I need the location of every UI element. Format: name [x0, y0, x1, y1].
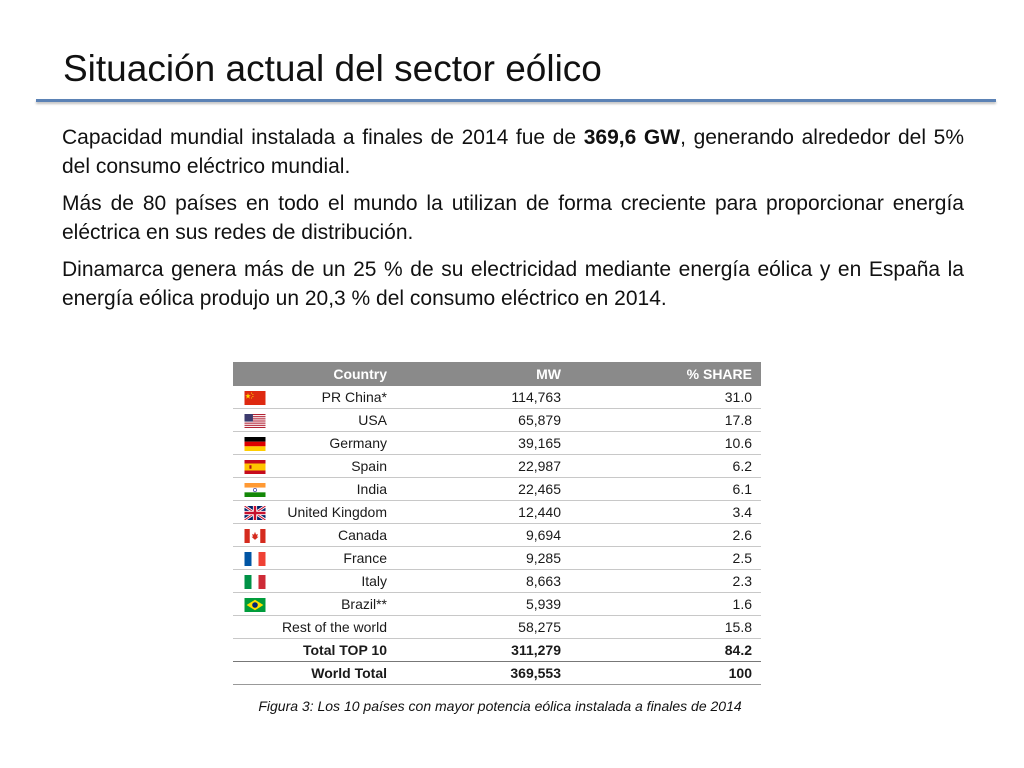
spain-flag-icon	[244, 460, 266, 474]
table-row	[233, 616, 761, 639]
country-name: Canada	[277, 524, 391, 547]
share-value: 15.8	[565, 616, 761, 639]
table-row	[233, 432, 761, 455]
italy-flag-icon	[244, 575, 266, 589]
country-name: Germany	[277, 432, 391, 455]
china-flag-icon	[244, 391, 266, 405]
brazil-flag-icon	[244, 598, 266, 612]
share-value: 6.2	[565, 455, 761, 478]
mw-value: 22,987	[391, 455, 565, 478]
slide-title: Situación actual del sector eólico	[63, 48, 602, 89]
total-mw: 369,553	[391, 662, 565, 685]
table-row	[233, 547, 761, 570]
title-underline	[36, 99, 996, 102]
paragraph-capacity: Capacidad mundial instalada a finales de 2014 fue de 369,6 GW, generando alrededor del 5% del consumo eléctrico mundial.	[62, 126, 965, 178]
total-share: 100	[565, 662, 761, 685]
share-value: 3.4	[565, 501, 761, 524]
mw-value: 39,165	[391, 432, 565, 455]
figure-caption: Figura 3: Los 10 países con mayor potencia eólica instalada a finales de 2014	[258, 698, 742, 714]
total-label: World Total	[277, 662, 391, 685]
table-row	[233, 455, 761, 478]
wind-capacity-table	[233, 362, 761, 685]
highlight-capacity: 369,6 GW	[583, 126, 681, 149]
share-value: 31.0	[565, 386, 761, 409]
table-row	[233, 501, 761, 524]
mw-value: 114,763	[391, 386, 565, 409]
share-value: 2.3	[565, 570, 761, 593]
share-value: 2.5	[565, 547, 761, 570]
mw-value: 9,285	[391, 547, 565, 570]
header-flag-cell	[233, 362, 277, 386]
table-header-row	[233, 362, 761, 386]
mw-value: 5,939	[391, 593, 565, 616]
share-value: 17.8	[565, 409, 761, 432]
table-row	[233, 478, 761, 501]
share-value: 6.1	[565, 478, 761, 501]
country-name: United Kingdom	[277, 501, 391, 524]
paragraph-denmark-spain: Dinamarca genera más de un 25 % de su electricidad mediante energía eólica y en España la energía eólica produjo un 20,3 % del consumo eléctrico en 2014.	[62, 258, 964, 310]
paragraph-countries: Más de 80 países en todo el mundo la utilizan de forma creciente para proporcionar energía eléctrica en sus redes de distribución.	[62, 192, 964, 244]
france-flag-icon	[244, 552, 266, 566]
mw-value: 8,663	[391, 570, 565, 593]
share-value: 2.6	[565, 524, 761, 547]
india-flag-icon	[244, 483, 266, 497]
mw-value: 22,465	[391, 478, 565, 501]
country-name: India	[277, 478, 391, 501]
country-name: Spain	[277, 455, 391, 478]
table-row	[233, 570, 761, 593]
table-row	[233, 593, 761, 616]
mw-value: 58,275	[391, 616, 565, 639]
country-name: Rest of the world	[277, 616, 391, 639]
body-text	[62, 124, 964, 322]
table-row	[233, 386, 761, 409]
total-share: 84.2	[565, 639, 761, 662]
uk-flag-icon	[244, 506, 266, 520]
country-name: France	[277, 547, 391, 570]
country-name: USA	[277, 409, 391, 432]
canada-flag-icon	[244, 529, 266, 543]
header-country: Country	[277, 362, 391, 386]
world-total-row	[233, 662, 761, 685]
header-share: % SHARE	[565, 362, 761, 386]
country-name: PR China*	[277, 386, 391, 409]
header-mw: MW	[391, 362, 565, 386]
mw-value: 9,694	[391, 524, 565, 547]
mw-value: 12,440	[391, 501, 565, 524]
country-name: Brazil**	[277, 593, 391, 616]
usa-flag-icon	[244, 414, 266, 428]
share-value: 1.6	[565, 593, 761, 616]
country-name: Italy	[277, 570, 391, 593]
total-mw: 311,279	[391, 639, 565, 662]
total-top10-row	[233, 639, 761, 662]
mw-value: 65,879	[391, 409, 565, 432]
share-value: 10.6	[565, 432, 761, 455]
table-row	[233, 524, 761, 547]
table-row	[233, 409, 761, 432]
total-label: Total TOP 10	[277, 639, 391, 662]
germany-flag-icon	[244, 437, 266, 451]
